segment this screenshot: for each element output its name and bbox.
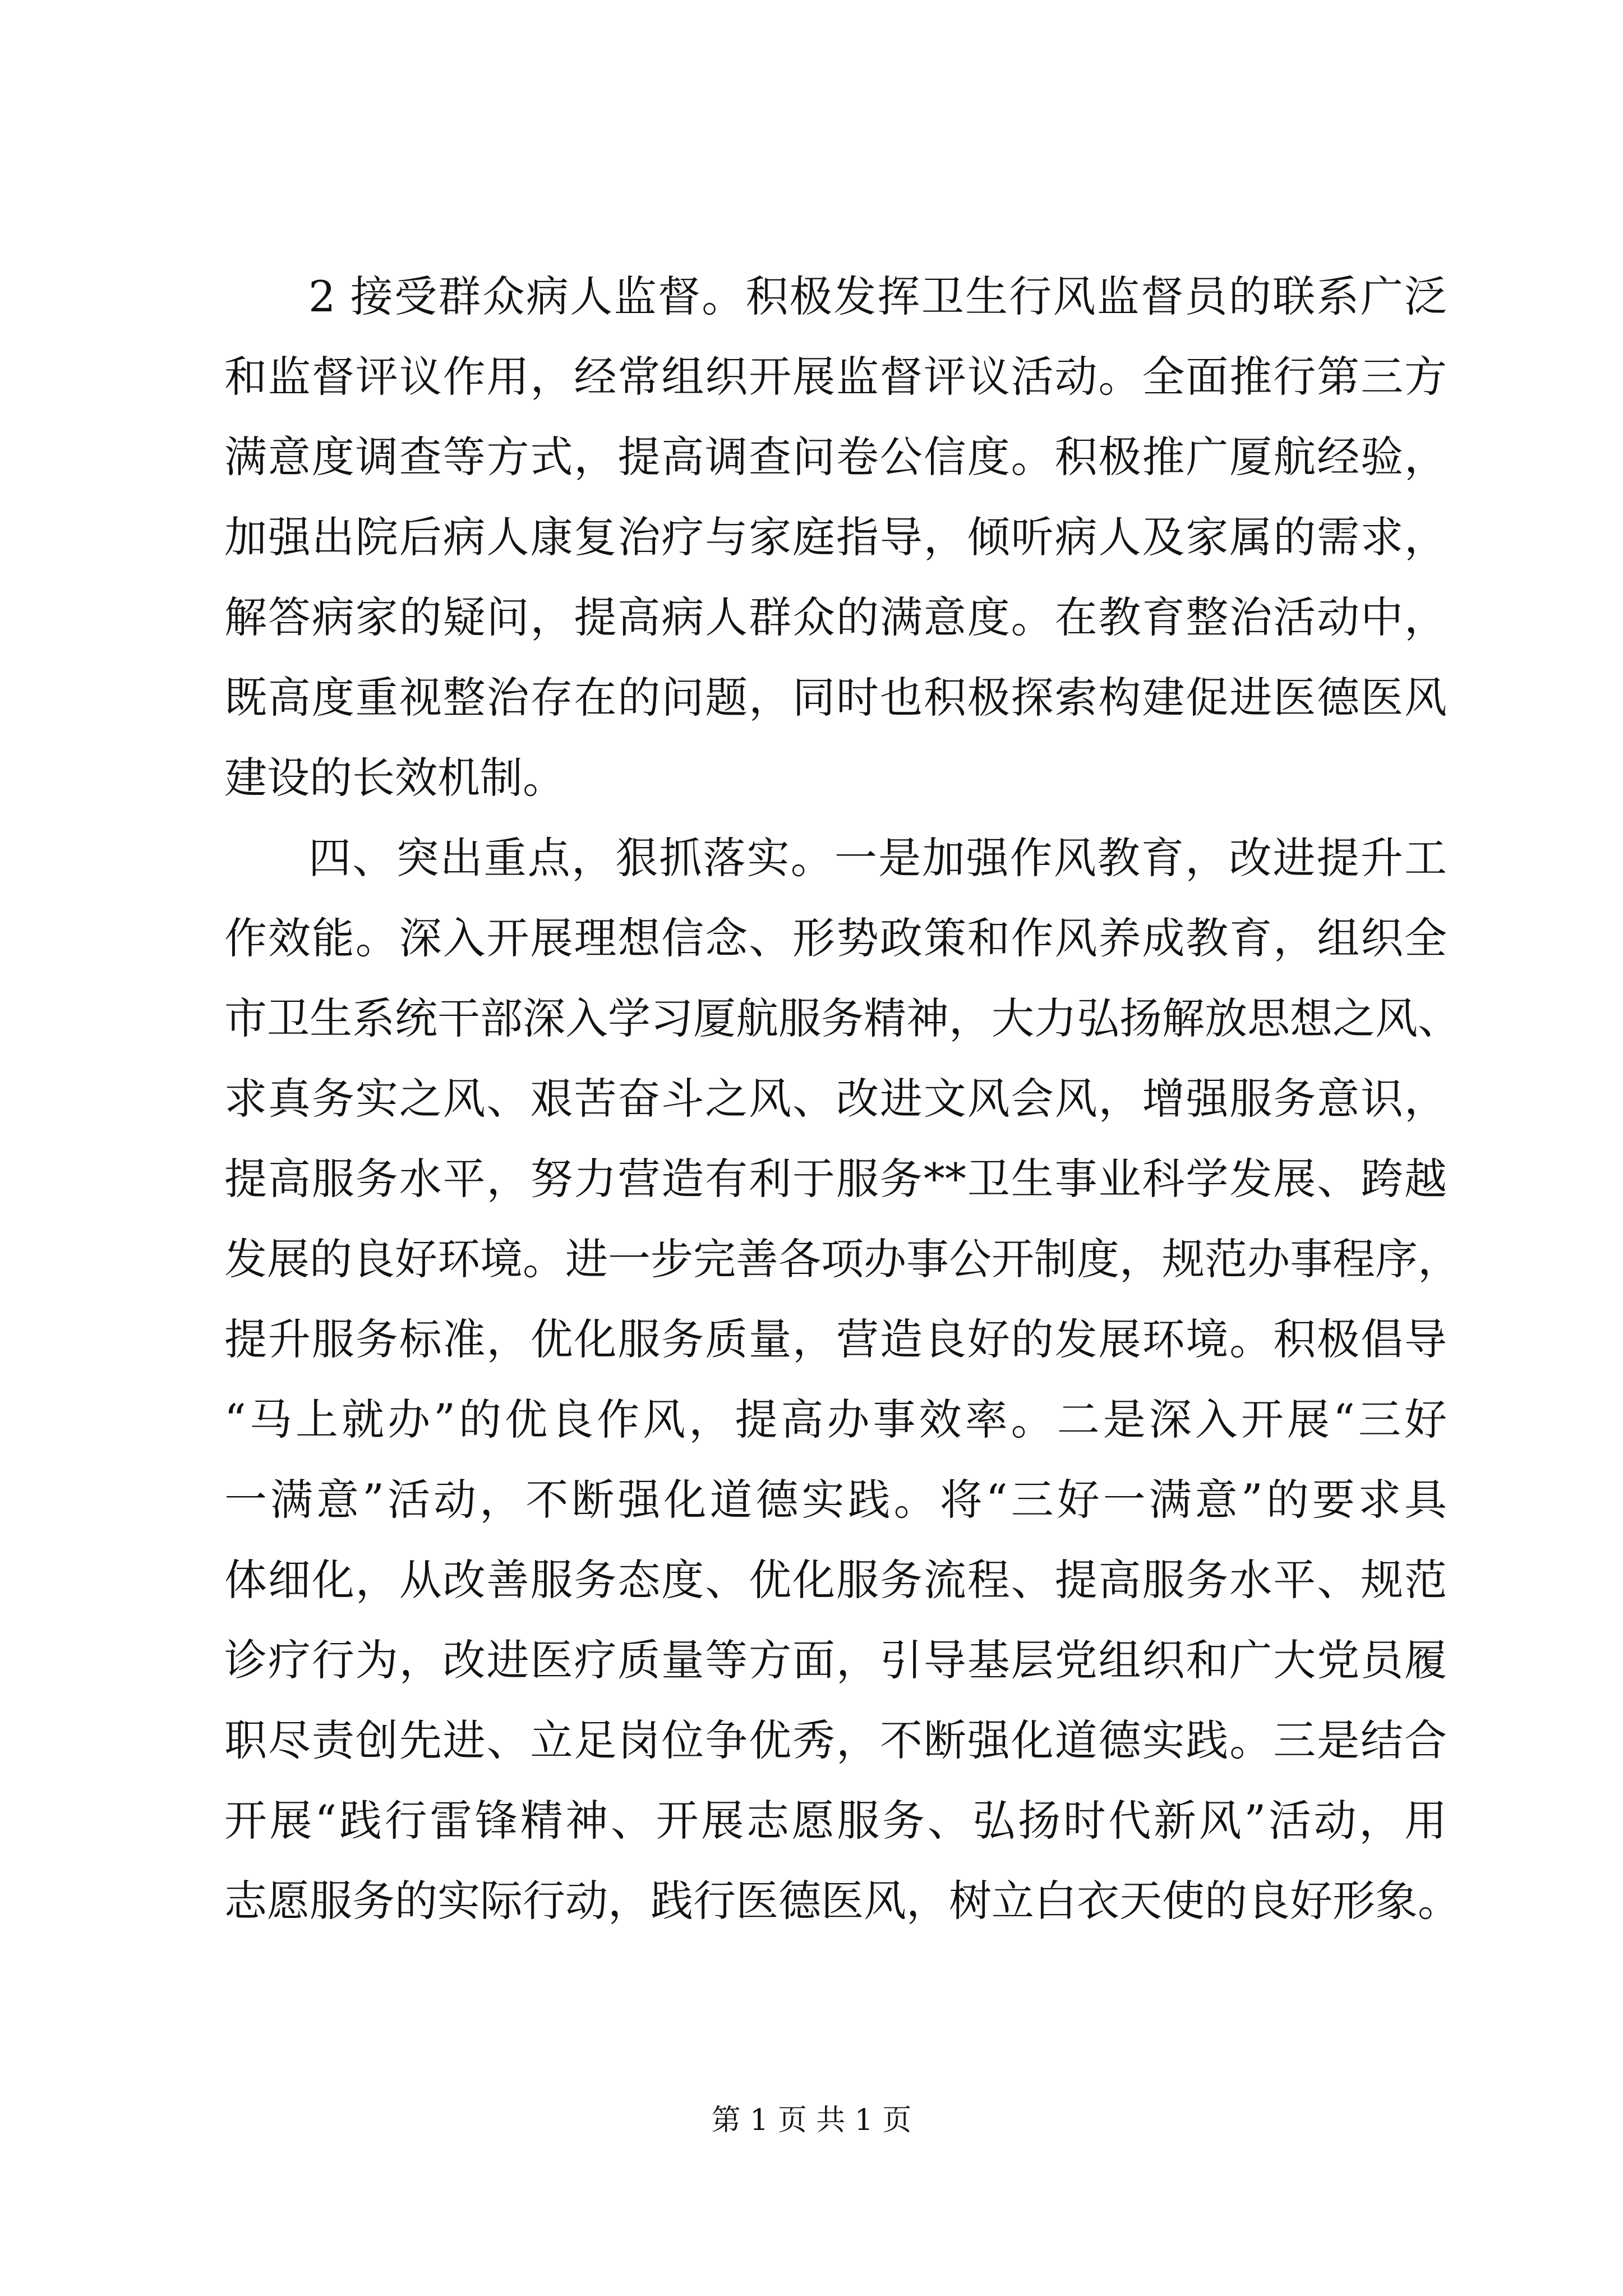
paragraph-2-line-1: 四、突出重点，狠抓落实。一是加强作风教育，改进提升工 — [308, 833, 1447, 883]
page-number-label: 第 1 页 共 1 页 — [711, 2104, 912, 2137]
paragraph-2-line-10: 体细化，从改善服务态度、优化服务流程、提高服务水平、规范 — [224, 1555, 1447, 1605]
paragraph-1-line-3: 满意度调查等方式，提高调查问卷公信度。积极推广厦航经验， — [224, 432, 1447, 482]
paragraph-2-line-3: 市卫生系统干部深入学习厦航服务精神，大力弘扬解放思想之风、 — [224, 993, 1460, 1043]
document-body — [224, 256, 1460, 1941]
paragraph-2-line-4: 求真务实之风、艰苦奋斗之风、改进文风会风，增强服务意识， — [224, 1074, 1447, 1124]
paragraph-1-line-5: 解答病家的疑问，提高病人群众的满意度。在教育整治活动中， — [224, 592, 1447, 642]
paragraph-2-line-8: “马上就办”的优良作风，提高办事效率。二是深入开展“三好 — [224, 1395, 1447, 1444]
paragraph-1-line-2: 和监督评议作用，经常组织开展监督评议活动。全面推行第三方 — [224, 352, 1447, 402]
paragraph-2-line-9: 一满意”活动，不断强化道德实践。将“三好一满意”的要求具 — [224, 1475, 1447, 1525]
page-footer — [0, 2101, 1623, 2140]
paragraph-2-line-12: 职尽责创先进、立足岗位争优秀，不断强化道德实践。三是结合 — [224, 1715, 1447, 1765]
paragraph-2-line-14: 志愿服务的实际行动，践行医德医风，树立白衣天使的良好形象。 — [224, 1876, 1460, 1926]
paragraph-2-line-7: 提升服务标准，优化服务质量，营造良好的发展环境。积极倡导 — [224, 1314, 1447, 1364]
paragraph-2-line-6: 发展的良好环境。进一步完善各项办事公开制度，规范办事程序， — [224, 1234, 1460, 1284]
paragraph-2-line-5: 提高服务水平，努力营造有利于服务**卫生事业科学发展、跨越 — [224, 1154, 1447, 1204]
paragraph-2-line-11: 诊疗行为，改进医疗质量等方面，引导基层党组织和广大党员履 — [224, 1635, 1447, 1685]
paragraph-1-line-4: 加强出院后病人康复治疗与家庭指导，倾听病人及家属的需求， — [224, 512, 1447, 562]
paragraph-2-line-13: 开展“践行雷锋精神、开展志愿服务、弘扬时代新风”活动，用 — [224, 1796, 1447, 1846]
paragraph-2-line-2: 作效能。深入开展理想信念、形势政策和作风养成教育，组织全 — [224, 913, 1447, 963]
paragraph-1-line-1: 2 接受群众病人监督。积极发挥卫生行风监督员的联系广泛 — [308, 272, 1447, 321]
paragraph-1-line-6: 既高度重视整治存在的问题，同时也积极探索构建促进医德医风 — [224, 673, 1447, 723]
paragraph-1-line-7: 建设的长效机制。 — [224, 753, 565, 803]
